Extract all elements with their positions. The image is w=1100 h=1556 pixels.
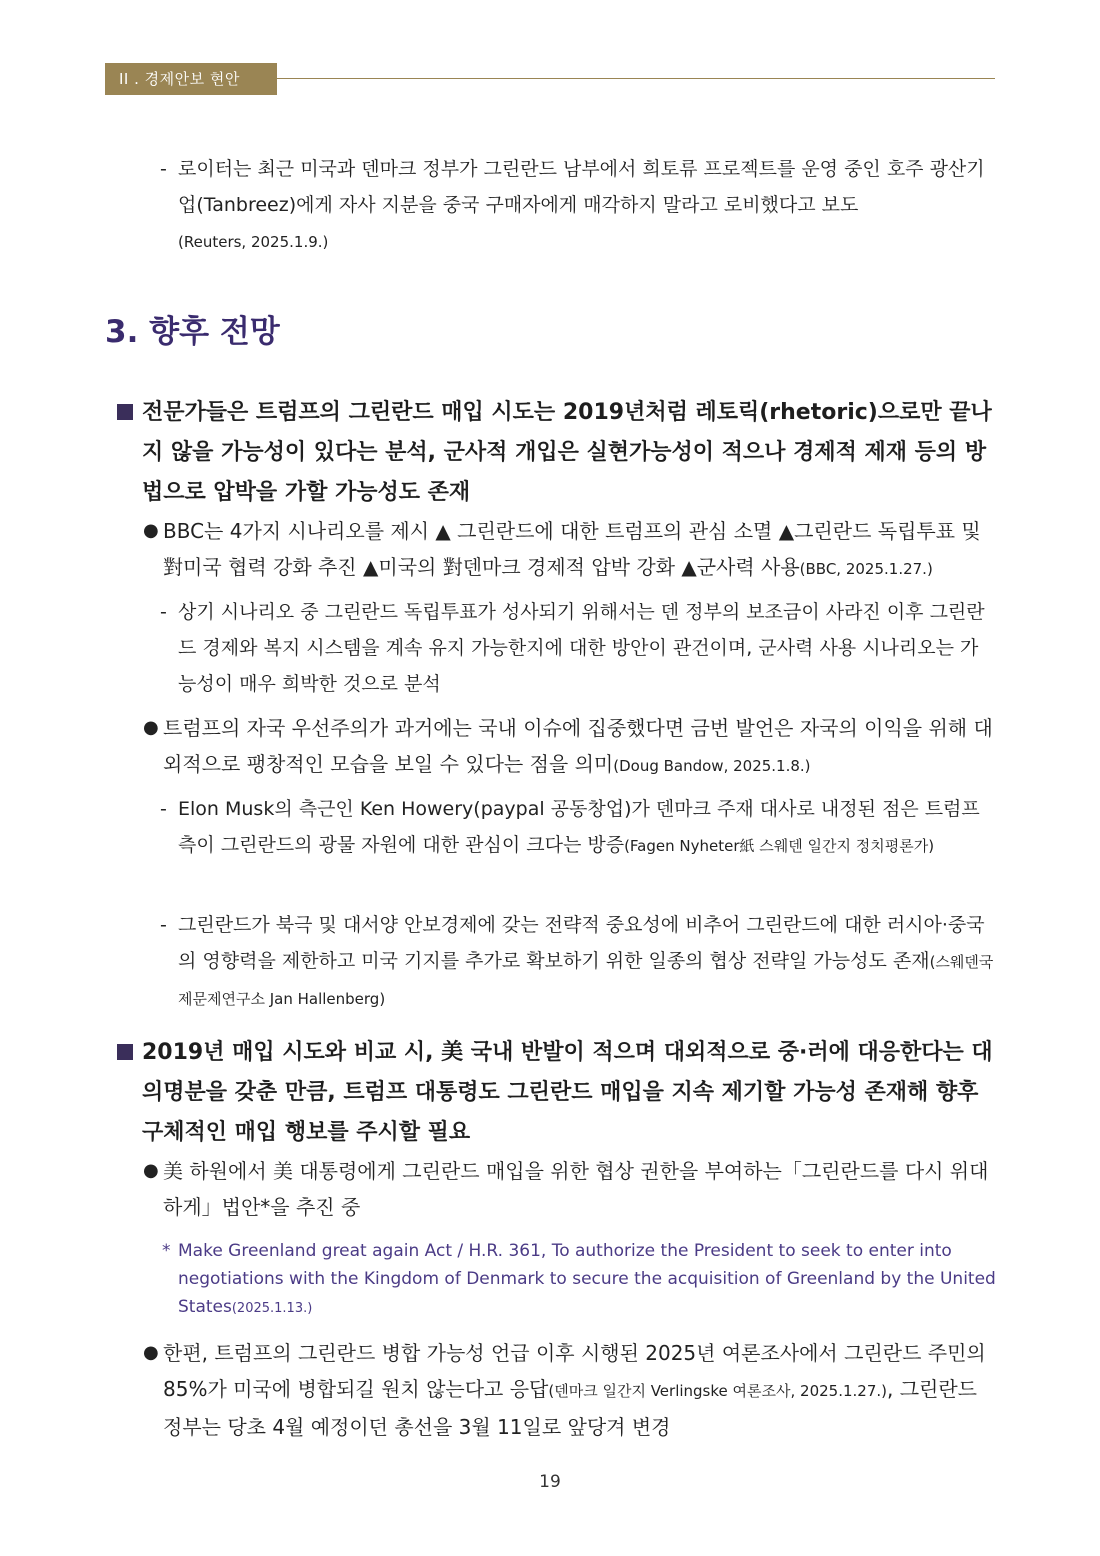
- block1-dash1: [160, 594, 996, 702]
- intro-dash-item: [160, 151, 996, 260]
- block1-bullet1: [143, 513, 996, 587]
- section-title: 3. 향후 전망: [105, 314, 280, 350]
- dash-marker: -: [160, 914, 167, 936]
- page-number: 19: [539, 1472, 561, 1492]
- circle-bullet-icon: ●: [143, 520, 159, 541]
- block2-bullet2: [143, 1335, 996, 1445]
- dash-marker: -: [160, 601, 167, 623]
- circle-bullet-icon: ●: [143, 1160, 159, 1181]
- block1-bullet2-source: (Doug Bandow, 2025.1.8.): [613, 757, 811, 775]
- block1-bullet1-text: BBC는 4가지 시나리오를 제시 ▲ 그린란드에 대한 트럼프의 관심 소멸 ▲그린란드 독립투표 및 對미국 협력 강화 추진 ▲미국의 對덴마크 경제적 압박 강화 ▲군사력 사용: [163, 519, 981, 579]
- dash-marker: -: [160, 158, 167, 180]
- block2-bullet2-text: 한편, 트럼프의 그린란드 병합 가능성 언급 이후 시행된 2025년 여론조사에서 그린란드 주민의 85%가 미국에 병합되길 원치 않는다고 응답: [163, 1341, 986, 1401]
- square-bullet-icon: [117, 1044, 133, 1060]
- block1-heading: [117, 393, 996, 513]
- section-label: II . 경제안보 현안: [105, 63, 277, 95]
- block1-dash3: [160, 907, 996, 1017]
- intro-dash-text: 로이터는 최근 미국과 덴마크 정부가 그린란드 남부에서 희토류 프로젝트를 운영 중인 호주 광산기업(Tanbreez)에게 자사 지분을 중국 구매자에게 매각하지 말라고 로비했다고 보도: [178, 158, 985, 216]
- block1-dash3-source: (스웨덴국제문제연구소 Jan Hallenberg): [178, 953, 994, 1008]
- block1-bullet1-source: (BBC, 2025.1.27.): [799, 560, 933, 578]
- circle-bullet-icon: ●: [143, 717, 159, 738]
- asterisk-marker: *: [162, 1241, 171, 1261]
- block1-dash3-text: 그린란드가 북극 및 대서양 안보경제에 갖는 전략적 중요성에 비추어 그린란드에 대한 러시아·중국의 영향력을 제한하고 미국 기지를 추가로 확보하기 위한 일종의 협상 전략일 가능성도 존재: [178, 914, 985, 972]
- square-bullet-icon: [117, 404, 133, 420]
- block1-dash2-text: Elon Musk의 측근인 Ken Howery(paypal 공동창업)가 덴마크 주재 대사로 내정된 점은 트럼프측이 그린란드의 광물 자원에 대한 관심이 크다는 방증: [178, 798, 980, 856]
- block1-dash2: [160, 791, 996, 864]
- block2-bullet2-source: (덴마크 일간지 Verlingske 여론조사, 2025.1.27.): [548, 1382, 887, 1400]
- block1-heading-text: 전문가들은 트럼프의 그린란드 매입 시도는 2019년처럼 레토릭(rhetoric)으로만 끝나지 않을 가능성이 있다는 분석, 군사적 개입은 실현가능성이 적으나 경제적 제재 등의 방법으로 압박을 가할 가능성도 존재: [142, 400, 992, 505]
- block1-dash1-text: 상기 시나리오 중 그린란드 독립투표가 성사되기 위해서는 덴 정부의 보조금이 사라진 이후 그린란드 경제와 복지 시스템을 계속 유지 가능한지에 대한 방안이 관건이며, 군사력 사용 시나리오는 가능성이 매우 희박한 것으로 분석: [178, 601, 985, 695]
- footnote-source: (2025.1.13.): [231, 1301, 313, 1316]
- block2-bullet1-text: 美 하원에서 美 대통령에게 그린란드 매입을 위한 협상 권한을 부여하는「그린란드를 다시 위대하게」법안*을 추진 중: [163, 1159, 989, 1219]
- dash-marker: -: [160, 798, 167, 820]
- intro-dash-source: (Reuters, 2025.1.9.): [178, 233, 329, 251]
- footnote: [162, 1237, 996, 1323]
- header-divider: [277, 78, 995, 79]
- block1-bullet2: [143, 710, 996, 784]
- block2-heading: [117, 1033, 996, 1153]
- block2-heading-text: 2019년 매입 시도와 비교 시, 美 국내 반발이 적으며 대외적으로 중·러에 대응한다는 대의명분을 갖춘 만큼, 트럼프 대통령도 그린란드 매입을 지속 제기할 가능성 존재해 향후 구체적인 매입 행보를 주시할 필요: [142, 1040, 993, 1145]
- block2-bullet1: [143, 1153, 996, 1225]
- footnote-text: Make Greenland great again Act / H.R. 361, To authorize the President to seek to enter into negotiations with the Kingdom of Denmark to secure the acquisition of Greenland by the United States: [178, 1241, 996, 1317]
- block2-bullet2-text-after: , 그린란드 정부는 당초 4월 예정이던 총선을 3월 11일로 앞당겨 변경: [163, 1377, 977, 1439]
- block1-dash2-source: (Fagen Nyheter紙 스웨덴 일간지 정치평론가): [624, 837, 935, 855]
- block1-bullet2-text: 트럼프의 자국 우선주의가 과거에는 국내 이슈에 집중했다면 금번 발언은 자국의 이익을 위해 대외적으로 팽창적인 모습을 보일 수 있다는 점을 의미: [163, 716, 993, 776]
- circle-bullet-icon: ●: [143, 1342, 159, 1363]
